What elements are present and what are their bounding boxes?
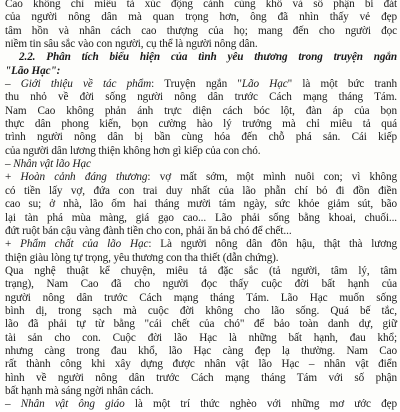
text-line (5, 11, 397, 24)
text-segment: Qua nghệ thuật kể chuyện, miêu tả đặc sắc (tả người, tâm lý, tâm (5, 264, 397, 277)
text-segment: "Lão Hạc": (5, 64, 61, 77)
document-text (5, 0, 397, 412)
text-segment: thu nhỏ về đời sống người nông dân trước Cách mạng tháng Tám. (5, 91, 397, 104)
text-line (5, 91, 397, 104)
text-line (5, 171, 397, 184)
text-line (5, 38, 397, 51)
text-segment: Lão Hạc (241, 78, 288, 91)
text-line (5, 278, 397, 291)
text-line (5, 51, 397, 64)
text-segment: 2.2. Phân tích biểu hiện của tình yêu thương trong truyện ngắn (19, 51, 397, 64)
text-segment: : Truyện ngắn " (151, 78, 242, 91)
text-segment: – (5, 398, 21, 411)
text-segment: niềm tin sâu sắc vào con người, cụ thể là người nông dân. (5, 38, 258, 51)
text-line (5, 212, 397, 225)
text-segment: Hoàn cảnh đáng thương (20, 171, 148, 184)
text-line (5, 185, 397, 198)
text-line (5, 398, 397, 411)
text-segment: – (5, 78, 21, 91)
text-line (5, 118, 397, 131)
text-segment: của người nông dân mà quan trọng hơn, ông đã nhìn thấy vẻ đẹp (5, 11, 397, 24)
text-segment: " là một bức tranh (287, 78, 397, 91)
text-line (5, 198, 397, 211)
text-segment: + (5, 238, 21, 251)
text-segment: thực dân phong kiến, bọn cường hào lý trưởng mà chỉ miêu tả quá (5, 118, 397, 131)
text-segment: hình về người nông dân trước Cách mạng tháng Tám với số phận (5, 371, 397, 384)
text-segment: bất hạnh mà sáng ngời nhân cách. (5, 384, 154, 397)
text-line (5, 78, 397, 91)
text-line (5, 65, 397, 78)
text-segment: Nhân vật ông giáo (20, 398, 125, 411)
text-segment: Nhân vật lão Hạc (13, 158, 91, 171)
text-segment: người nông dân trước Cách mạng tháng Tám. Lão Hạc muốn sống (5, 291, 397, 304)
text-line (5, 385, 397, 398)
text-line (5, 318, 397, 331)
text-line (5, 225, 397, 238)
text-segment: lại tàn phá mùa màng, giá gạo cao... Lão phải sống bằng khoai, chuối... (5, 211, 397, 224)
text-line (5, 145, 397, 158)
text-line (5, 238, 397, 251)
text-segment: nhưng càng trong đau khổ, lão Hạc càng đẹp lạ thường. Nam Cao (5, 344, 397, 357)
text-line (5, 158, 397, 171)
text-segment: bình dị, trong sạch mà cuộc đời không cho lão sống. Quá bế tắc, (5, 304, 397, 317)
text-line (5, 0, 397, 11)
text-line (5, 332, 397, 345)
text-segment: Giới thiệu về tác phẩm (20, 78, 152, 91)
text-segment: cao su; ở nhà, lão ốm hai tháng mười tám ngày, sức khỏe giảm sút, bão (5, 198, 397, 211)
text-segment: tài sản cho con. Cuộc đời lão Hạc là những bất hạnh, đau khổ; (5, 331, 397, 344)
text-line (5, 131, 397, 144)
text-line (5, 25, 397, 38)
text-line (5, 292, 397, 305)
text-line (5, 345, 397, 358)
text-line (5, 252, 397, 265)
text-segment: trình người nông dân bị bần cùng hóa đến chỗ phá sản. Cái kiếp (5, 131, 397, 144)
text-segment: lão đã phải tự từ bằng "cái chết của chó" để bảo toàn danh dự, giữ (5, 318, 397, 331)
text-segment: Cao khổng chỉ miêu tả xúc động cảnh cùng khổ và số phận bi đát (5, 0, 397, 10)
text-segment: là một trí thức nghèo với những mơ ước đẹp (124, 398, 397, 411)
text-segment: trạng), Nam Cao đã cho người đọc thấy cuộc đời bất hạnh của (5, 278, 397, 291)
text-segment: rất thành công khi xây dựng được nhân vật lão Hạc – nhân vật điển (5, 358, 397, 371)
text-line (5, 305, 397, 318)
text-line (5, 372, 397, 385)
text-segment: đứt ruột bán cậu vàng đành tiền cho con, phải ăn bả chó để chết... (5, 224, 292, 237)
text-segment: Nam Cao không phản ánh trực diện cách bóc lột, đàn áp của bọn (5, 104, 397, 117)
text-segment: thiện giàu lòng tự trọng, yêu thương con tha thiết (dẫn chứng). (5, 251, 279, 264)
text-segment: : Là người nông dân đôn hậu, thật thà lương (148, 238, 397, 251)
text-segment: tâm hồn và nhân cách cao thượng của họ; mang đến cho người đọc (5, 24, 397, 37)
text-line (5, 105, 397, 118)
text-segment: + (5, 171, 21, 184)
text-segment: của người dân lương thiện không hơn gì kiếp của con chó. (5, 144, 261, 157)
text-line (5, 265, 397, 278)
text-segment: có tiền lấy vợ, đứa con trai duy nhất của lão phẫn chí bỏ đi đồn điền (5, 184, 397, 197)
text-segment: – (5, 158, 14, 171)
text-segment: Phẩm chất của lão Hạc (20, 238, 149, 251)
text-line (5, 358, 397, 371)
text-segment: : vợ mất sớm, một mình nuôi con; vì không (147, 171, 397, 184)
